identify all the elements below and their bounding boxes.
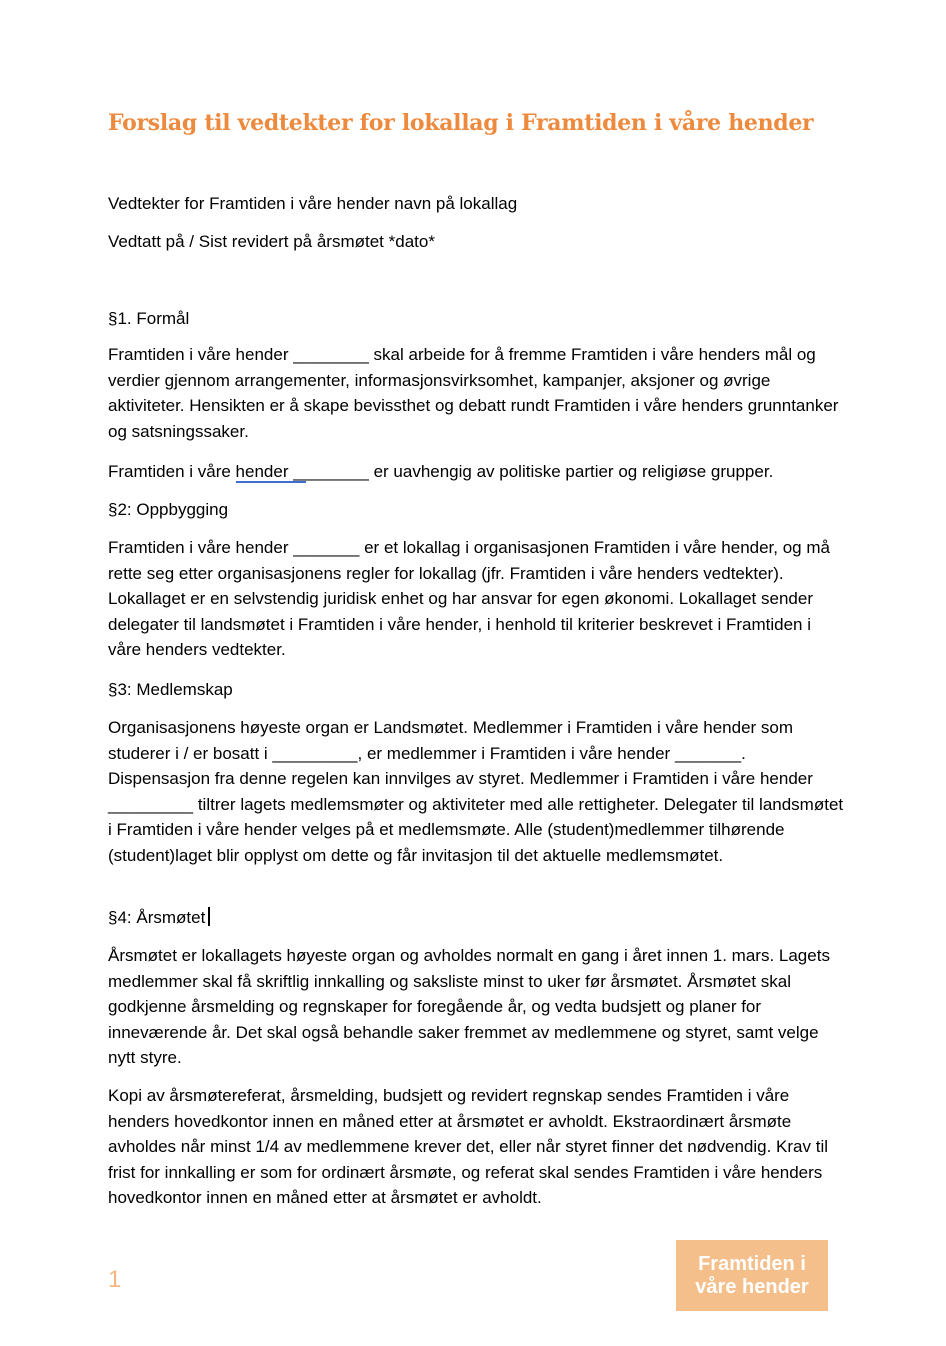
page-number: 1 bbox=[108, 1266, 122, 1293]
document-subtitle[interactable]: Vedtekter for Framtiden i våre hender navn på lokallag bbox=[108, 194, 518, 213]
text-cursor bbox=[208, 907, 210, 926]
section-4-heading[interactable] bbox=[108, 905, 848, 931]
section-1-paragraph-1[interactable]: Framtiden i våre hender ________ skal arbeide for å fremme Framtiden i våre henders mål og verdier gjennom arrangementer, informasjonsvirksomhet, kampanjer, aksjoner og øvrige aktiviteter. Hensikten er å skape bevissthet og debatt rundt Framtiden i våre henders grunntanker og satsningssaker. bbox=[108, 345, 839, 441]
organization-logo bbox=[676, 1240, 828, 1311]
paragraph-text: Framtiden i våre bbox=[108, 462, 236, 481]
section-4-paragraph-1[interactable]: Årsmøtet er lokallagets høyeste organ og avholdes normalt en gang i året innen 1. mars. Lagets medlemmer skal få skriftlig innkalling og saksliste minst to uker før årsmøtet. Årsmøtet skal godkjenne årsmelding og regnskaper for foregående år, og vedta budsjett og planer for inneværende år. Det skal også behandle saker fremmet av medlemmene og styret, samt velge nytt styre. bbox=[108, 946, 830, 1067]
logo-line-2: våre hender bbox=[695, 1275, 809, 1298]
section-1-heading[interactable]: §1. Formål bbox=[108, 309, 190, 328]
section-3-heading[interactable]: §3: Medlemskap bbox=[108, 680, 233, 699]
document-revision-line[interactable]: Vedtatt på / Sist revidert på årsmøtet *dato* bbox=[108, 232, 435, 251]
section-1-paragraph-2[interactable] bbox=[108, 459, 848, 485]
logo-line-1: Framtiden i bbox=[698, 1252, 806, 1275]
section-heading-text: §4: Årsmøtet bbox=[108, 908, 206, 927]
section-2-heading[interactable]: §2: Oppbygging bbox=[108, 500, 229, 519]
document-title: Forslag til vedtekter for lokallag i Framtiden i våre hender bbox=[108, 110, 814, 136]
section-2-paragraph-1[interactable]: Framtiden i våre hender _______ er et lokallag i organisasjonen Framtiden i våre hender, og må rette seg etter organisasjonens regler for lokallag (jfr. Framtiden i våre henders vedtekter). Lokallaget er en selvstendig juridisk enhet og har ansvar for egen økonomi. Lokallaget sender delegater til landsmøtet i Framtiden i våre hender, i henhold til kriterier beskrevet i Framtiden i våre henders vedtekter. bbox=[108, 538, 830, 659]
spellcheck-flagged-word[interactable]: hender bbox=[235, 462, 289, 481]
section-4-paragraph-2[interactable]: Kopi av årsmøtereferat, årsmelding, budsjett og revidert regnskap sendes Framtiden i våre henders hovedkontor innen en måned etter at årsmøtet er avholdt. Ekstraordinært årsmøte avholdes når minst 1/4 av medlemmene krever det, eller når styret finner det nødvendig. Krav til frist for innkalling er som for ordinært årsmøte, og referat skal sendes Framtiden i våre henders hovedkontor innen en måned etter at årsmøtet er avholdt. bbox=[108, 1086, 829, 1207]
section-3-paragraph-1[interactable]: Organisasjonens høyeste organ er Landsmøtet. Medlemmer i Framtiden i våre hender som studerer i / er bosatt i _________, er medlemmer i Framtiden i våre hender _______. Dispensasjon fra denne regelen kan innvilges av styret. Medlemmer i Framtiden i våre hender _________ tiltrer lagets medlemsmøter og aktiviteter med alle rettigheter. Delegater til landsmøtet i Framtiden i våre hender velges på et medlemsmøte. Alle (student)medlemmer tilhørende (student)laget blir opplyst om dette og får invitasjon til det aktuelle medlemsmøtet. bbox=[108, 718, 844, 865]
paragraph-text: ________ er uavhengig av politiske partier og religiøse grupper. bbox=[288, 462, 774, 481]
